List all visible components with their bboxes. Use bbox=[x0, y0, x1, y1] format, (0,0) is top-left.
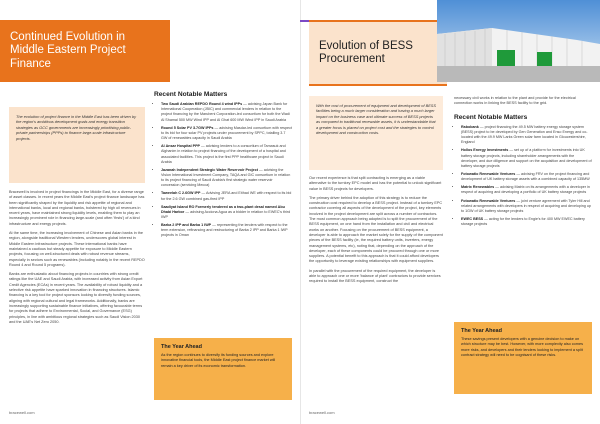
year-ahead-box bbox=[154, 338, 292, 400]
body-paragraph: In parallel with the procurement of the required equipment, the developer is able to approach one or more 'balance of plant' contractors to provide services required to install the BESS equipment, construct the bbox=[309, 268, 441, 284]
list-item: • Al Ansar Hospital PPP — advising lenders to a consortium of Tamasuk and Alghanim in relation to project financing of the development of a hospital and associated facilities. This project is the first PPP healthcare project in Saudi Arabia bbox=[161, 144, 292, 164]
footer-url: bracewell.com bbox=[9, 410, 35, 415]
body-paragraph: At the same time, the increasing involvement of Chinese and Asian banks in the region, alongside traditional Western lenders, underscores global interest in Middle Eastern infrastructure projects. These international banks have maintained a cautious but steady appetite for exposure to Middle Eastern projects, focusing on well-structured deals with robust revenue streams, especially in sectors such as renewables (including notably in the recent REPDO Round 4 and Round 5 programs). bbox=[9, 231, 145, 267]
page-title: Evolution of BESS Procurement bbox=[309, 20, 447, 86]
right-continued-column bbox=[454, 96, 592, 231]
body-paragraph: Our recent experience is that split contracting is emerging as a viable alternative to the turnkey EPC model and has the potential to unlock significant value in BESS projects for developers. bbox=[309, 176, 442, 191]
year-ahead-text: These savings present developers with a genuine decision to make on which structure may be best. However, with more complexity also comes more risks, and developers and their lenders looking to implement a split contract strategy will need to be cognisant of these risks. bbox=[461, 337, 583, 357]
list-item: • Two Saudi Arabian REPDO Round 4 wind IPPs — advising Japan Bank for International Cooperation (JBIC) and commercial lenders in relation to the project financing by the Marubeni Corporation-led consortium for both the Wadi Al Shamal 500 MW Wind IPP and Al Ghat 600 MW Wind IPP in Saudi Arabia bbox=[161, 102, 292, 122]
body-paragraph: Bracewell is involved in project financings in the Middle East, for a diverse range of asset classes. In recent years the Middle East's project finance landscape has been significantly shaped by the liquidity and risk appetite of regional and international banks, local and regional banks, bolstered by high oil revenues in recent years, have maintained strong liquidity levels, enabling them to play an increasingly prominent role in financing large-scale (and often 'firsts') of a kind infrastructure and energy projects. bbox=[9, 190, 145, 226]
notable-list bbox=[154, 102, 292, 238]
right-page bbox=[300, 0, 600, 424]
intro-text: The evolution of project finance in the Middle East has been driven by the region's ambitious development goals and energy transition strategies as GCC governments are increasingly prioritising public-private partnerships (PPPs) to finance large-scale infrastructure projects. bbox=[16, 114, 137, 141]
list-item: • Fotowatio Renewable Ventures — advising FRV on the project financing and development of UK battery storage assets with a combined capacity of 135MW bbox=[461, 172, 592, 182]
intro-box bbox=[309, 96, 443, 170]
left-body-column bbox=[9, 190, 145, 329]
page-title: Continued Evolution in Middle Eastern Project Finance bbox=[0, 20, 170, 82]
year-ahead-heading: The Year Ahead bbox=[461, 328, 502, 334]
list-item: • Hollos Energy Investments — set up of a platform for investments into UK battery storage projects, including shareholder arrangements with the developer, and due diligence and support on the acquisition and development of battery storage projects bbox=[461, 148, 592, 168]
year-ahead-box bbox=[454, 322, 592, 394]
list-item: • Barka 2 IPP and Barka 1 IWP — representing the lenders with respect to the term extension, refinancing and restructuring of Barka 2 IPP and Barka 1 IWP projects in Oman bbox=[161, 223, 292, 238]
notable-matters-column bbox=[154, 92, 292, 242]
intro-box bbox=[9, 107, 145, 183]
list-item: • Saadiyat Island RO Formerly tendered as a two-plant desal named Abu Dhabi Harbor — advising Acciona Agua as a bidder in relation to EWEC's third IWP bbox=[161, 205, 292, 220]
list-item: • Jazanah Independent Strategic Water Reservoir Project — advising the Vision International Investment Company, TAQA and GIC consortium in relation to its project financing of Saudi Arabia's first strategic water reservoir concession (servicing Mecca) bbox=[161, 168, 292, 188]
list-item: • Round 5 Solar PV 3.7GW IPPs — advising Masdar-led consortium with respect to its bid for four solar PV projects under procurement by SPPC, totalling 3.7 GW of renewables capacity in Saudi Arabia bbox=[161, 126, 292, 141]
body-paragraph: necessary civil works in relation to the plant and provide for the electrical connection works in linking the BESS facility to the grid. bbox=[454, 96, 576, 106]
body-paragraph: The primary driver behind the adoption of this strategy is to reduce the construction cost required to develop a BESS project. Instead of a turnkey EPC contractor covering all aspects of the development of the project, key elements involved in the project development are split across a number of contractors. The most common approach being adopted is to split the procurement of the BESS equipment, on one hand from the installation and civil and electrical works on another. Focusing on the procurement of BESS equipment, a developer is able to approach the market solely for the supply of the component pieces of the BESS facility (ie, the required battery units, inverters, energy management systems, etc), noting that, depending on the approach of the developer, each of these components could be procured through one or more suppliers. A potential benefit to this approach is that it could afford developers the opportunity to leverage existing relationships with equipment suppliers. bbox=[309, 195, 443, 264]
list-item: • Fotowatio Renewable Ventures — joint venture agreement with Tyler Hill and related arrangements with developers in respect of acquiring and developing up to 1GW of UK battery storage projects bbox=[461, 199, 592, 214]
right-body-column bbox=[309, 176, 443, 289]
list-item: • EWEC BESS — acting for the lenders to Engie's for 400 MW EWEC battery storage projects bbox=[461, 217, 592, 227]
bess-photo bbox=[437, 0, 600, 82]
list-item: • Taweelah C 2.6GW IPP — Advising JERA and Etihad WE with respect to its bid for the 2.6 GW combined gas-fired IPP bbox=[161, 191, 292, 201]
list-item: • Matrix Renewables — advising Matrix on its arrangements with a developer in respect of acquiring and developing a portfolio of UK battery storage projects bbox=[461, 185, 592, 195]
intro-text: With the cost of procurement of equipment and development of BESS facilities being a much larger consideration and having a much larger impact on the business case and ultimate success of BESS projects as compared to traditional renewable assets, it is understandable that a greater focus is placed on project cost and the strategies to control development and construction costs. bbox=[316, 103, 436, 136]
list-item: • Rabobank — project financing the 49.5 MW battery energy storage system (BESS) project to be developed by Gen Generation and Enso Energy and co-located with the 49.9 MW Larks Green solar farm located in Gloucestershire, England bbox=[461, 125, 592, 145]
notable-heading: Recent Notable Matters bbox=[154, 91, 228, 98]
year-ahead-heading: The Year Ahead bbox=[161, 344, 202, 350]
footer-url: bracewell.com bbox=[309, 410, 335, 415]
notable-heading: Recent Notable Matters bbox=[454, 113, 528, 121]
year-ahead-text: As the region continues to diversify its funding sources and explore innovative financial tools, the Middle East project finance market will remain a key driver of its economic transformation. bbox=[161, 353, 276, 368]
notable-list bbox=[454, 125, 592, 228]
body-paragraph: Banks are enthusiastic about financing projects in countries with strong credit ratings like the UAE and Saudi Arabia, with increased activity from Asian Export Credit Agencies (ECAs) in recent years. The availability of robust liquidity and a selective risk appetite have sparked innovation in financing structures. Islamic financing is a key tool for project sponsors looking to diversify funding sources, aligning with regional cultural and legal frameworks. Additionally, banks are increasingly supporting sustainable finance initiatives, offering favourable terms for projects that adhere to Environmental, Social, and Governance (ESG) principles, in line with ambitious regional strategies such as Saudi Vision 2030 and the UAE's Net Zero 2050. bbox=[9, 272, 143, 324]
